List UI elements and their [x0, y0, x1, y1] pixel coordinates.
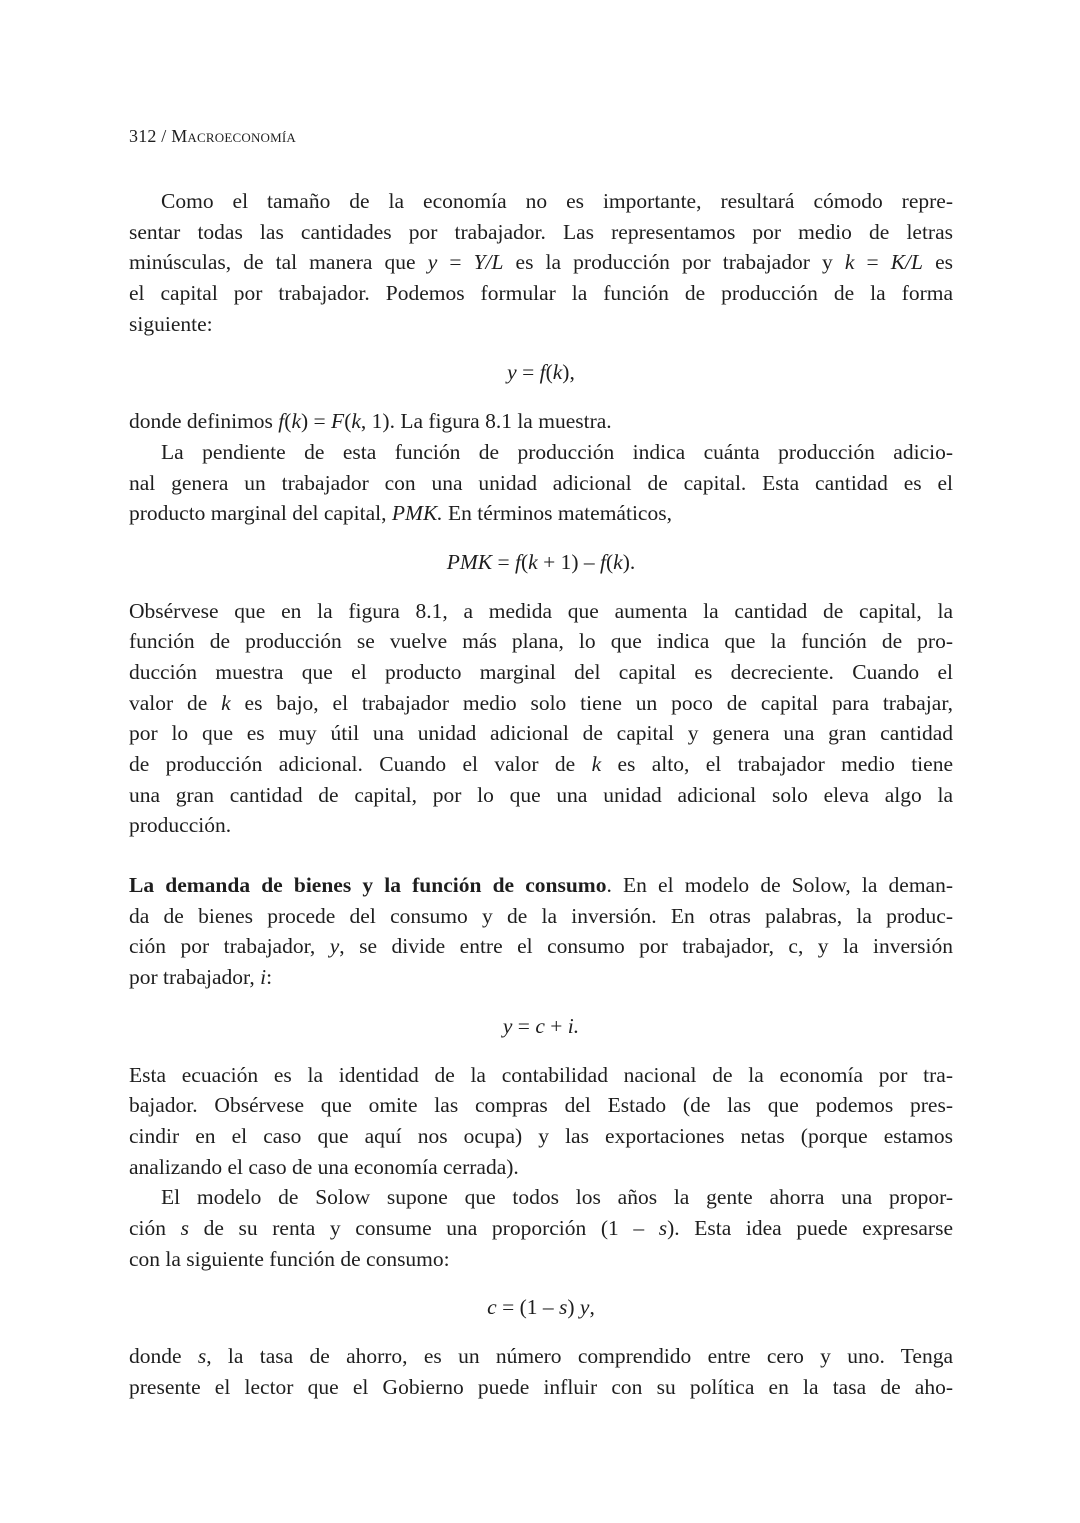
text-segment: k: [613, 549, 623, 574]
page-body: [129, 186, 953, 1402]
text-segment: bajador. Obsérvese que omite las compras del Estado (de las que podemos pres-: [129, 1093, 953, 1118]
text-segment: k: [591, 752, 602, 776]
text-segment: (: [284, 409, 292, 434]
text-segment: ),: [562, 360, 575, 385]
text-segment: siguiente:: [129, 311, 213, 336]
text-line: [129, 1372, 953, 1403]
text-segment: , 1). La figura 8.1 la muestra.: [360, 409, 612, 434]
running-header: [129, 126, 296, 147]
paragraph: [129, 1341, 953, 1402]
text-segment: F: [331, 409, 345, 434]
text-segment: Obsérvese que en la figura 8.1, a medida que aumenta la cantidad de capital, la: [129, 598, 953, 623]
text-line: [129, 1060, 953, 1091]
text-segment: producto marginal del capital,: [129, 501, 392, 526]
text-line: [129, 1121, 953, 1152]
text-segment: y: [329, 934, 340, 959]
text-segment: La demanda de bienes y la función de consumo: [129, 873, 607, 898]
text-segment: y: [507, 360, 517, 385]
text-segment: (: [606, 549, 614, 574]
text-line: [129, 931, 953, 962]
text-line: [129, 718, 953, 749]
running-title: Macroeconomía: [171, 126, 296, 146]
text-segment: PMK.: [391, 501, 443, 526]
text-segment: =: [437, 250, 474, 275]
text-segment: k: [221, 690, 231, 715]
text-segment: s: [197, 1344, 207, 1368]
text-segment: con la siguiente función de consumo:: [129, 1246, 450, 1271]
text-segment: + 1) –: [537, 549, 601, 574]
text-segment: :: [266, 965, 273, 990]
text-segment: sentar todas las cantidades por trabajador. Las representamos por medio de letras: [129, 219, 953, 244]
paragraph: [129, 870, 953, 993]
text-segment: (: [344, 409, 352, 434]
text-segment: (: [545, 360, 553, 385]
text-line: [129, 810, 953, 841]
text-line: [129, 596, 953, 627]
text-line: [129, 1152, 953, 1183]
text-segment: función de producción se vuelve más plana, lo que indica que la función de pro-: [129, 629, 953, 654]
text-segment: ).: [622, 549, 636, 574]
text-segment: s: [658, 1215, 668, 1240]
paragraph: [129, 1060, 953, 1183]
text-segment: (: [521, 549, 529, 574]
text-segment: f: [515, 549, 521, 574]
text-segment: =: [854, 250, 891, 275]
text-segment: . En el modelo de Solow, la deman-: [606, 873, 953, 898]
text-segment: =: [516, 360, 540, 385]
text-segment: donde: [129, 1344, 198, 1368]
text-segment: ción: [129, 1215, 181, 1240]
text-line: [129, 1244, 953, 1275]
text-segment: k: [291, 409, 301, 434]
text-segment: de producción adicional. Cuando el valor de: [129, 752, 592, 776]
text-segment: f: [539, 360, 546, 385]
text-line: [129, 1292, 953, 1323]
text-segment: y: [579, 1295, 590, 1320]
text-line: [129, 870, 953, 901]
text-line: [129, 217, 953, 248]
text-segment: =: [512, 1013, 536, 1038]
text-segment: y: [427, 250, 438, 275]
text-line: [129, 468, 953, 499]
text-segment: k: [351, 409, 361, 434]
text-segment: f: [600, 549, 606, 574]
text-segment: es alto, el trabajador medio tiene: [601, 752, 953, 776]
text-line: [129, 309, 953, 340]
text-line: [129, 962, 953, 993]
text-segment: s: [180, 1215, 190, 1240]
text-line: [129, 278, 953, 309]
text-segment: nal genera un trabajador con una unidad adicional de capital. Esta cantidad es el: [129, 470, 953, 495]
text-line: [129, 357, 953, 388]
text-segment: f: [278, 409, 285, 434]
text-segment: k: [552, 360, 563, 385]
text-segment: +: [544, 1013, 568, 1038]
text-line: [129, 688, 953, 719]
text-segment: minúsculas, de tal manera que: [129, 250, 428, 275]
text-segment: ). Esta idea puede expresarse: [667, 1215, 953, 1240]
text-segment: i: [260, 965, 267, 990]
text-segment: valor de: [129, 690, 222, 715]
text-segment: ,: [589, 1295, 595, 1320]
text-segment: una gran cantidad de capital, por lo que una unidad adicional solo eleva algo la: [129, 782, 953, 807]
text-segment: La pendiente de esta función de producción indica cuánta producción adicio-: [161, 439, 953, 464]
text-line: [129, 247, 953, 278]
text-segment: , la tasa de ahorro, es un número comprendido entre cero y uno. Tenga: [206, 1344, 954, 1368]
text-segment: k: [844, 250, 855, 275]
text-segment: ): [567, 1295, 580, 1320]
text-line: [129, 749, 953, 780]
paragraph: [129, 186, 953, 339]
equation: [129, 1292, 953, 1323]
text-segment: analizando el caso de una economía cerrada).: [129, 1154, 519, 1179]
text-segment: presente el lector que el Gobierno puede influir con su política en la tasa de aho-: [129, 1374, 953, 1399]
text-segment: por trabajador,: [129, 965, 261, 990]
text-segment: Y/L: [473, 250, 504, 275]
text-line: [129, 498, 953, 529]
text-segment: Como el tamaño de la economía no es importante, resultará cómodo repre-: [161, 189, 953, 213]
paragraph: [129, 406, 953, 437]
text-line: [129, 657, 953, 688]
text-segment: , se divide entre el consumo por trabajador, c, y la inversión: [339, 934, 953, 959]
text-segment: es bajo, el trabajador medio solo tiene un poco de capital para trabajar,: [230, 690, 953, 715]
text-segment: ducción muestra que el producto marginal del capital es decreciente. Cuando el: [129, 659, 953, 684]
text-segment: es la producción por trabajador y: [503, 250, 845, 275]
paragraph: [129, 437, 953, 529]
text-segment: c: [487, 1295, 497, 1320]
text-line: [129, 1341, 953, 1372]
text-line: [129, 901, 953, 932]
text-line: [129, 437, 953, 468]
paragraph: [129, 596, 953, 842]
text-line: [129, 547, 953, 578]
text-segment: cindir en el caso que aquí nos ocupa) y las exportaciones netas (porque estamos: [129, 1123, 953, 1148]
text-segment: es: [922, 250, 953, 275]
text-segment: i.: [567, 1013, 580, 1038]
text-segment: da de bienes procede del consumo y de la inversión. En otras palabras, la produc-: [129, 903, 953, 928]
text-segment: donde definimos: [129, 409, 279, 434]
equation: [129, 547, 953, 578]
text-segment: s: [559, 1295, 568, 1320]
text-segment: En términos matemáticos,: [442, 501, 672, 526]
text-line: [129, 1182, 953, 1213]
text-segment: de su renta y consume una proporción (1 –: [189, 1215, 659, 1240]
text-segment: PMK: [446, 549, 493, 574]
text-line: [129, 626, 953, 657]
text-segment: = (1 –: [496, 1295, 559, 1320]
text-segment: k: [528, 549, 538, 574]
text-segment: y: [502, 1013, 513, 1038]
text-line: [129, 186, 953, 217]
text-segment: ción por trabajador,: [129, 934, 330, 959]
text-segment: producción.: [129, 813, 232, 838]
text-line: [129, 1213, 953, 1244]
text-segment: =: [492, 549, 516, 574]
text-line: [129, 1011, 953, 1042]
text-segment: el capital por trabajador. Podemos formular la función de producción de la forma: [129, 281, 953, 306]
paragraph: [129, 1182, 953, 1274]
text-line: [129, 406, 953, 437]
text-segment: por lo que es muy útil una unidad adicional de capital y genera una gran cantidad: [129, 721, 953, 746]
text-segment: K/L: [890, 250, 923, 275]
text-segment: ) =: [301, 409, 332, 434]
text-segment: c: [535, 1013, 545, 1038]
text-line: [129, 780, 953, 811]
equation: [129, 1011, 953, 1042]
text-segment: El modelo de Solow supone que todos los años la gente ahorra una propor-: [161, 1185, 953, 1210]
page-number: 312 /: [129, 126, 167, 146]
text-segment: Esta ecuación es la identidad de la contabilidad nacional de la economía por tra-: [129, 1062, 953, 1087]
equation: [129, 357, 953, 388]
text-line: [129, 1090, 953, 1121]
